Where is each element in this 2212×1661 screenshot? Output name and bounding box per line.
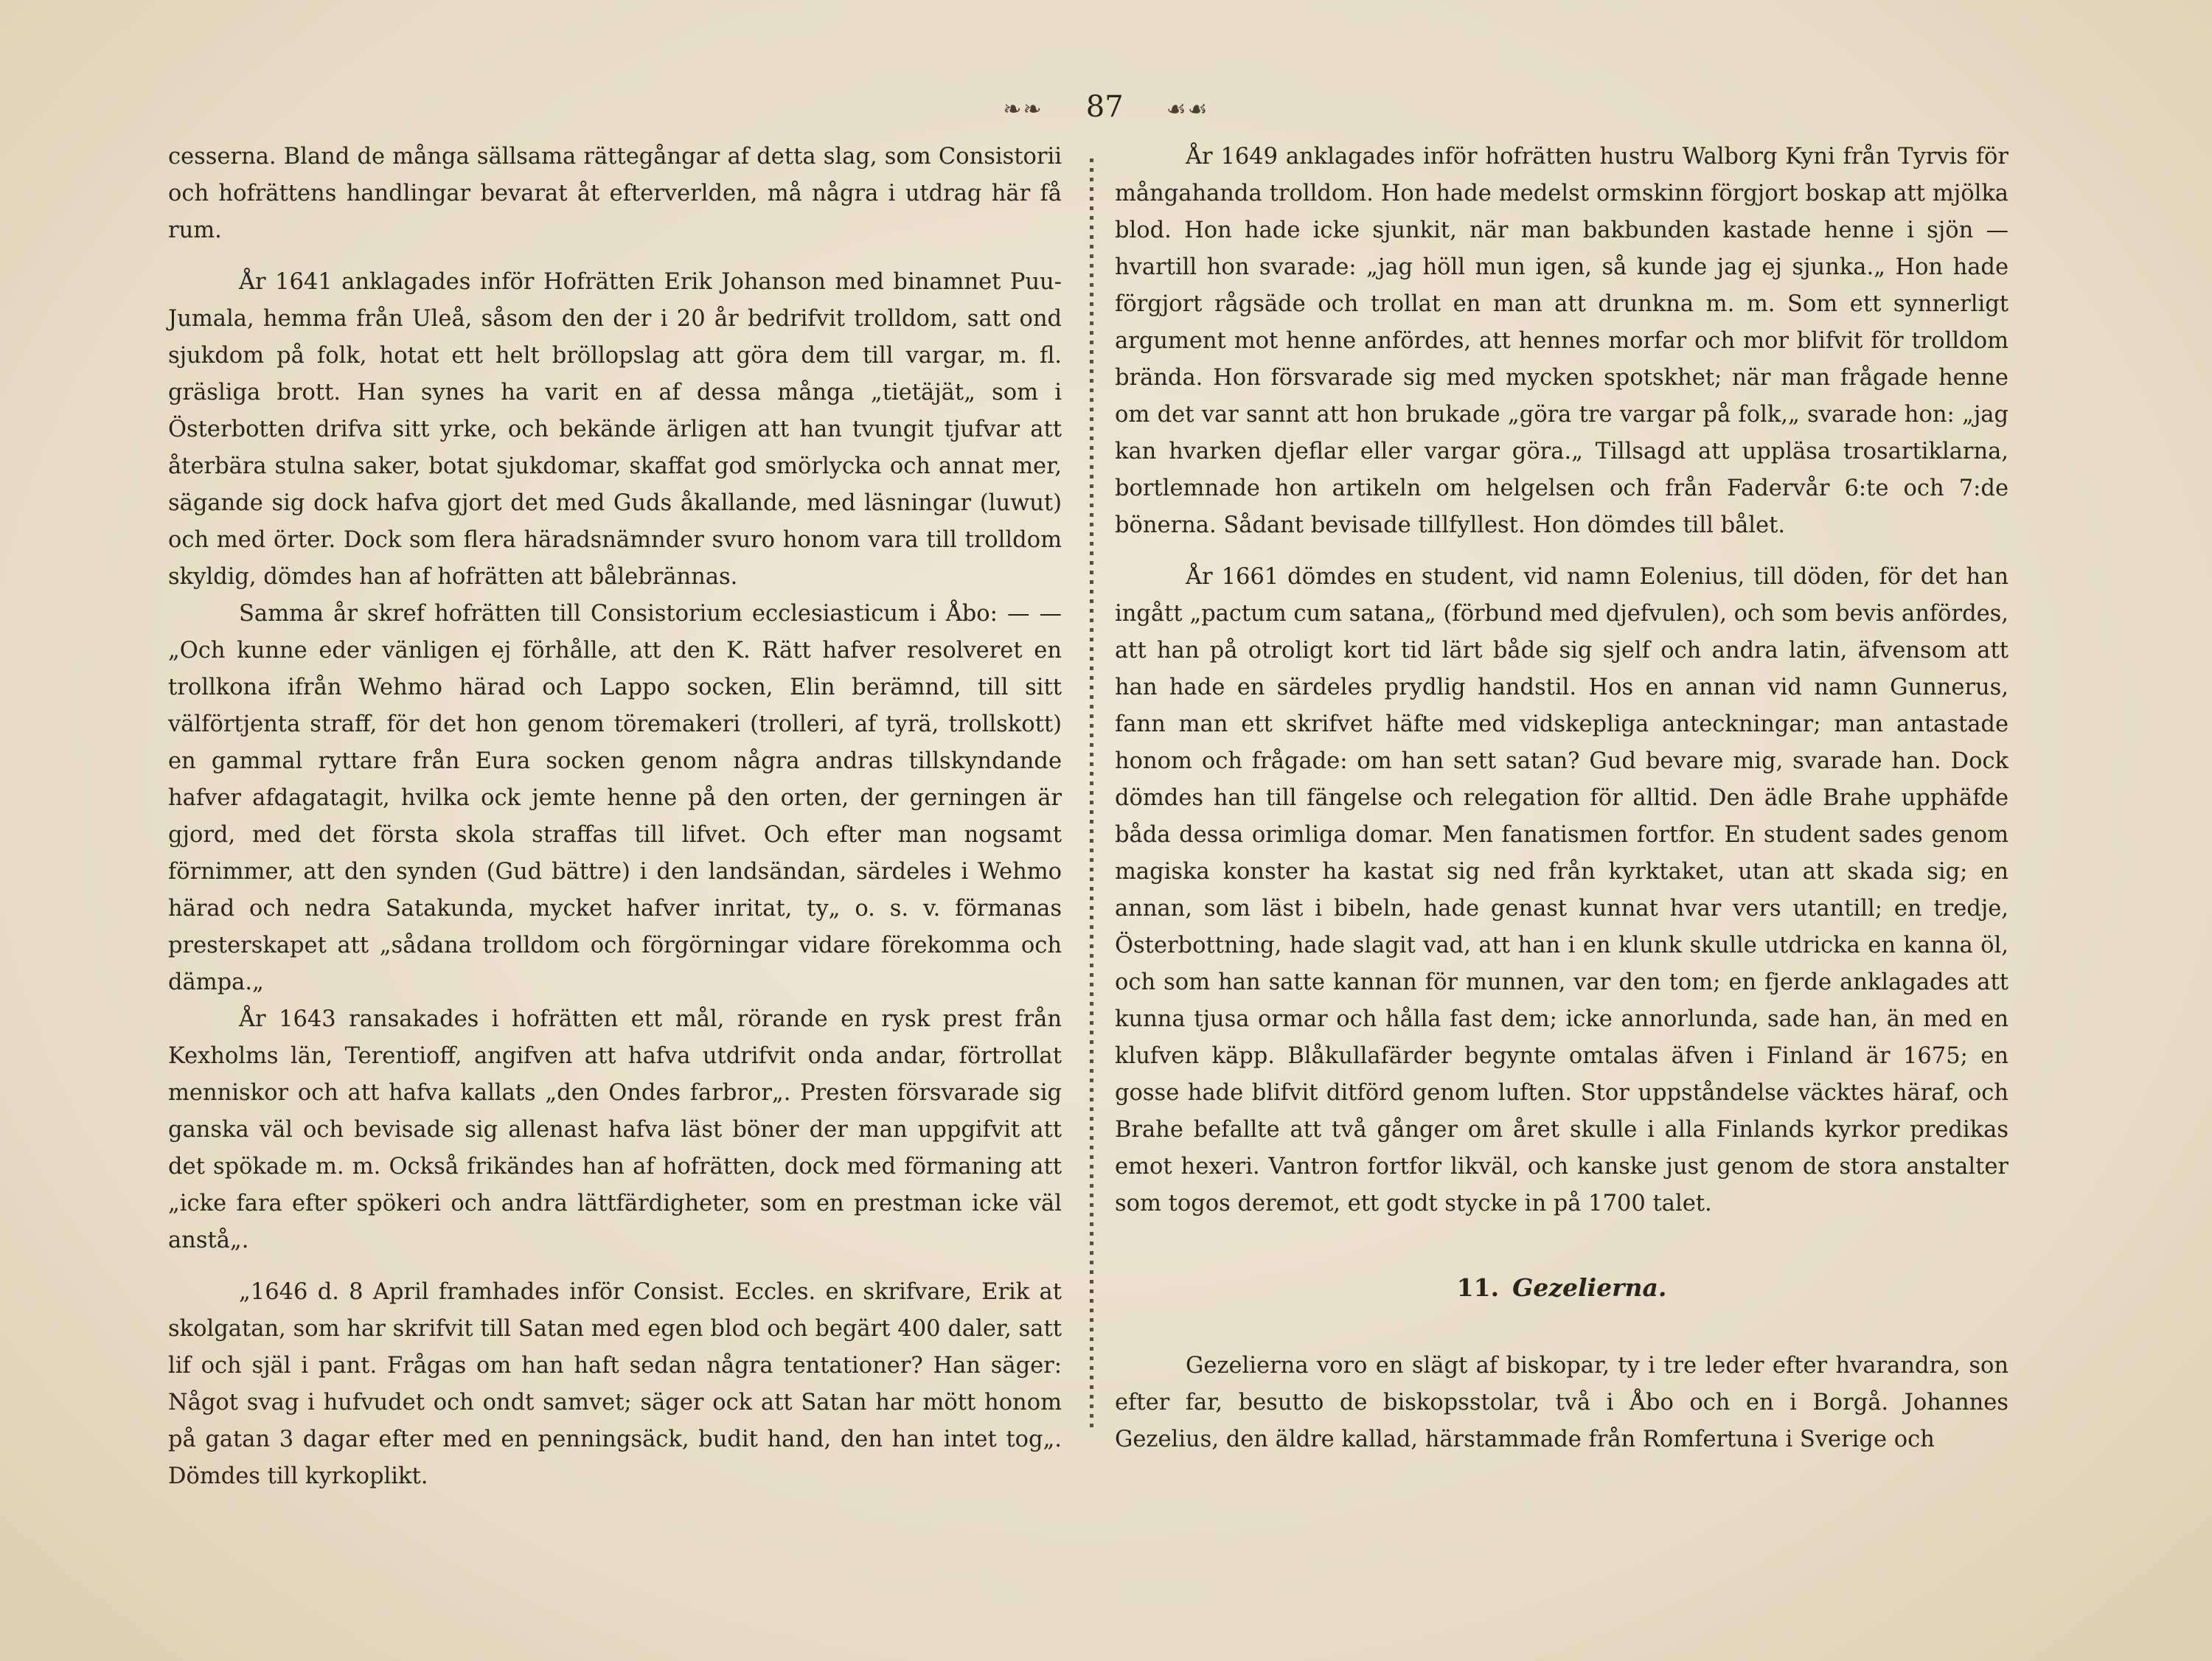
paragraph: cesserna. Bland de många sällsama rättegångar af detta slag, som Consistorii och hofrättens handlingar bevarat åt efterverlden, må några i utdrag här få rum.: [168, 144, 1062, 243]
page-number: 87: [1085, 90, 1124, 124]
section-heading: [1115, 1270, 2008, 1306]
paragraph: År 1641 anklagades inför Hofrätten Erik Johanson med binamnet Puu-Jumala, hemma från Uleå, såsom den der i 20 år bedrifvit trolldom, satt ond sjukdom på folk, hotat ett helt bröllopslag att göra dem till vargar, m. fl. gräsliga brott. Han synes ha varit en af dessa många „tietäjät„ som i Österbotten drifva sitt yrke, och bekände ärligen att han tvungit tjufvar att återbära stulna saker, botat sjukdomar, skaffat god smörlycka och annat mer, sägande sig dock hafva gjort det med Guds åkallande, med läsningar (luwut) och med örter. Dock som flera häradsnämnder svuro honom vara till trolldom skyldig, dömdes han af hofrätten att bålebrännas.: [168, 269, 1062, 590]
paragraph: År 1661 dömdes en student, vid namn Eolenius, till döden, för det han ingått „pactum cum satana„ (förbund med djefvulen), och som bevis anfördes, att han på otroligt kort tid lärt både sig sjelf och andra latin, äfvensom att han hade en särdeles prydlig handstil. Hos en annan vid namn Gunnerus, fann man ett skrifvet häfte med vidskepliga anteckningar; man antastade honom och frågade: om han sett satan? Gud bevare mig, svarade han. Dock dömdes han till fängelse och relegation för alltid. Den ädle Brahe upphäfde båda dessa orimliga domar. Men fanatismen fortfor. En student sades genom magiska konster ha kastat sig ned från kyrktaket, utan att skada sig; en annan, som läst i bibeln, hade genast kunnat hvar vers utantill; en tredje, Österbottning, hade slagit vad, att han i en klunk skulle utdricka en kanna öl, och som han satte kannan för munnen, var den tom; en fjerde anklagades att kunna tjusa ormar och hålla fast dem; icke annorlunda, sade han, än med en klufven käpp. Blåkullafärder begynte omtalas äfven i Finland är 1675; en gosse hade blifvit ditförd genom luften. Stor uppståndelse väcktes häraf, och Brahe befallte att två gånger om året skulle i alla Finlands kyrkor predikas emot hexeri. Vantron fortfor likväl, och kanske just genom de stora anstalter som togos deremot, ett godt stycke in på 1700 talet.: [1115, 564, 2008, 1216]
paragraph: År 1649 anklagades inför hofrätten hustru Walborg Kyni från Tyrvis för mångahanda trolldom. Hon hade medelst ormskinn förgjort boskap att mjölka blod. Hon hade icke sjunkit, när man bakbunden kastade henne i sjön — hvartill hon svarade: „jag höll mun igen, så kunde jag ej sjunka.„ Hon hade förgjort rågsäde och trollat en man att drunkna m. m. Som ett synnerligt argument mot henne anfördes, att hennes morfar och mor blifvit för trolldom brända. Hon försvarade sig med mycken spotskhet; när man frågade henne om det var sannt att hon brukade „göra tre vargar på folk,„ svarade hon: „jag kan hvarken djeflar eller vargar göra.„ Tillsagd att uppläsa trosartiklarna, bortlemnade hon artikeln om helgelsen och från Fadervår 6:te och 7:de bönerna. Sådant bevisade tillfyllest. Hon dömdes till bålet.: [1115, 144, 2008, 538]
right-column: [1115, 139, 2008, 1458]
paragraph: „1646 d. 8 April framhades inför Consist. Eccles. en skrifvare, Erik at skolgatan, som har skrifvit till Satan med egen blod och begärt 400 daler, satt lif och själ i pant. Frågas om han haft sedan några tentationer? Han säger: Något svag i hufvudet och ondt samvet; säger ock att Satan har mött honom på gatan 3 dagar efter med en penningsäck, budit hand, den han intet tog„. Dömdes till kyrkoplikt.: [168, 1279, 1062, 1489]
section-title: Gezelierna.: [1512, 1273, 1667, 1302]
page-header: [0, 90, 2212, 124]
paragraph: Samma år skref hofrätten till Consistorium ecclesiasticum i Åbo: — — „Och kunne eder vänligen ej förhålle, att den K. Rätt hafver resolveret en trollkona ifrån Wehmo härad och Lappo socken, Elin berämnd, till sitt välförtjenta straff, för det hon genom töremakeri (trolleri, af tyrä, trollskott) en gammal ryttare från Eura socken genom några andras tillskyndande hafver afdagatagit, hvilka ock jemte henne på den orten, der gerningen är gjord, med det första skola straffas till lifvet. Och efter man nogsamt förnimmer, att den synden (Gud bättre) i den landsändan, särdeles i Wehmo härad och nedra Satakunda, mycket hafver inritat, ty„ o. s. v. förmanas presterskapet att „sådana trolldom och förgörningar vidare förekomma och dämpa.„: [168, 601, 1062, 995]
section-number: 11.: [1456, 1273, 1500, 1302]
column-divider: [1086, 159, 1096, 1430]
ornament-left-icon: ❧❧: [1003, 97, 1043, 122]
ornament-right-icon: ☙☙: [1166, 97, 1209, 122]
paragraph: År 1643 ransakades i hofrätten ett mål, rörande en rysk prest från Kexholms län, Terentioff, angifven att hafva utdrifvit onda andar, förtrollat menniskor och att hafva kallats „den Ondes farbror„. Presten försvarade sig ganska väl och bevisade sig allenast hafva läst böner der man uppgifvit att det spökade m. m. Också frikändes han af hofrätten, dock med förmaning att „icke fara efter spökeri och andra lättfärdigheter, som en prestman icke väl anstå„.: [168, 1006, 1062, 1253]
paragraph: Gezelierna voro en slägt af biskopar, ty i tre leder efter hvarandra, son efter far, besutto de biskopsstolar, två i Åbo och en i Borgå. Johannes Gezelius, den äldre kallad, härstammade från Romfertuna i Sverige och: [1115, 1353, 2008, 1452]
left-column: [168, 139, 1062, 1495]
